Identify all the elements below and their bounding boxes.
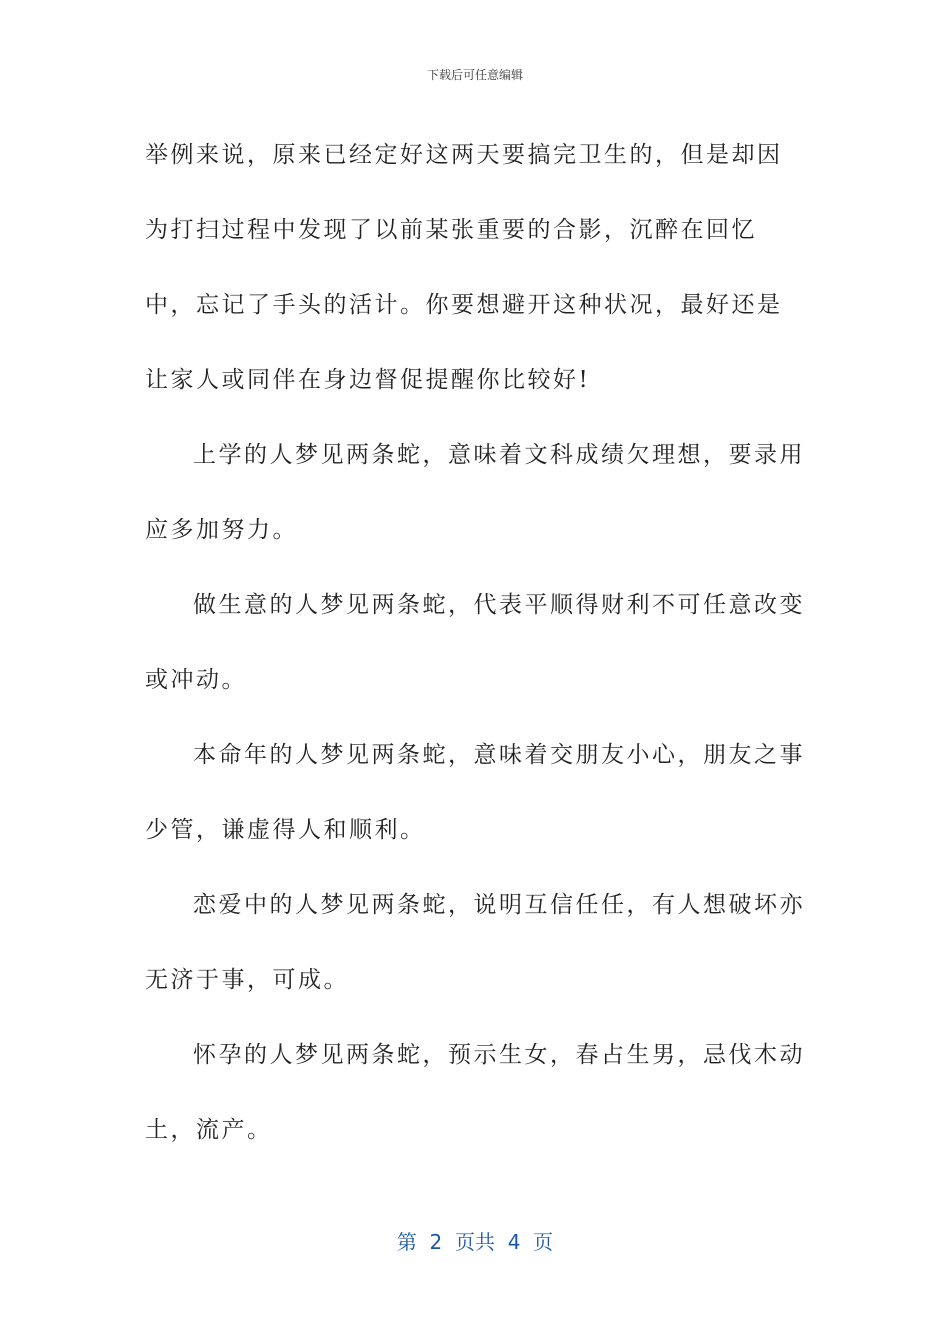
body-paragraph: 举例来说，原来已经定好这两天要搞完卫生的，但是却因为打扫过程中发现了以前某张重要的合影，沉醉在回忆中，忘记了手头的活计。你要想避开这种状况，最好还是让家人或同伴在身边督促提醒你比较好! — [145, 142, 783, 393]
body-paragraph: 恋爱中的人梦见两条蛇，说明互信任任，有人想破坏亦无济于事，可成。 — [145, 892, 805, 993]
body-paragraph: 怀孕的人梦见两条蛇，预示生女，春占生男，忌伐木动土，流产。 — [145, 1042, 805, 1143]
document-body — [145, 118, 805, 1168]
page-header: 下载后可任意编辑 — [426, 68, 523, 82]
body-paragraph: 做生意的人梦见两条蛇，代表平顺得财利不可任意改变或冲动。 — [145, 592, 805, 693]
body-paragraph: 本命年的人梦见两条蛇，意味着交朋友小心，朋友之事少管，谦虚得人和顺利。 — [145, 742, 805, 843]
body-paragraph: 上学的人梦见两条蛇，意味着文科成绩欠理想，要录用应多加努力。 — [145, 442, 805, 543]
page-footer: 第 2 页共 4 页 — [396, 1230, 554, 1254]
